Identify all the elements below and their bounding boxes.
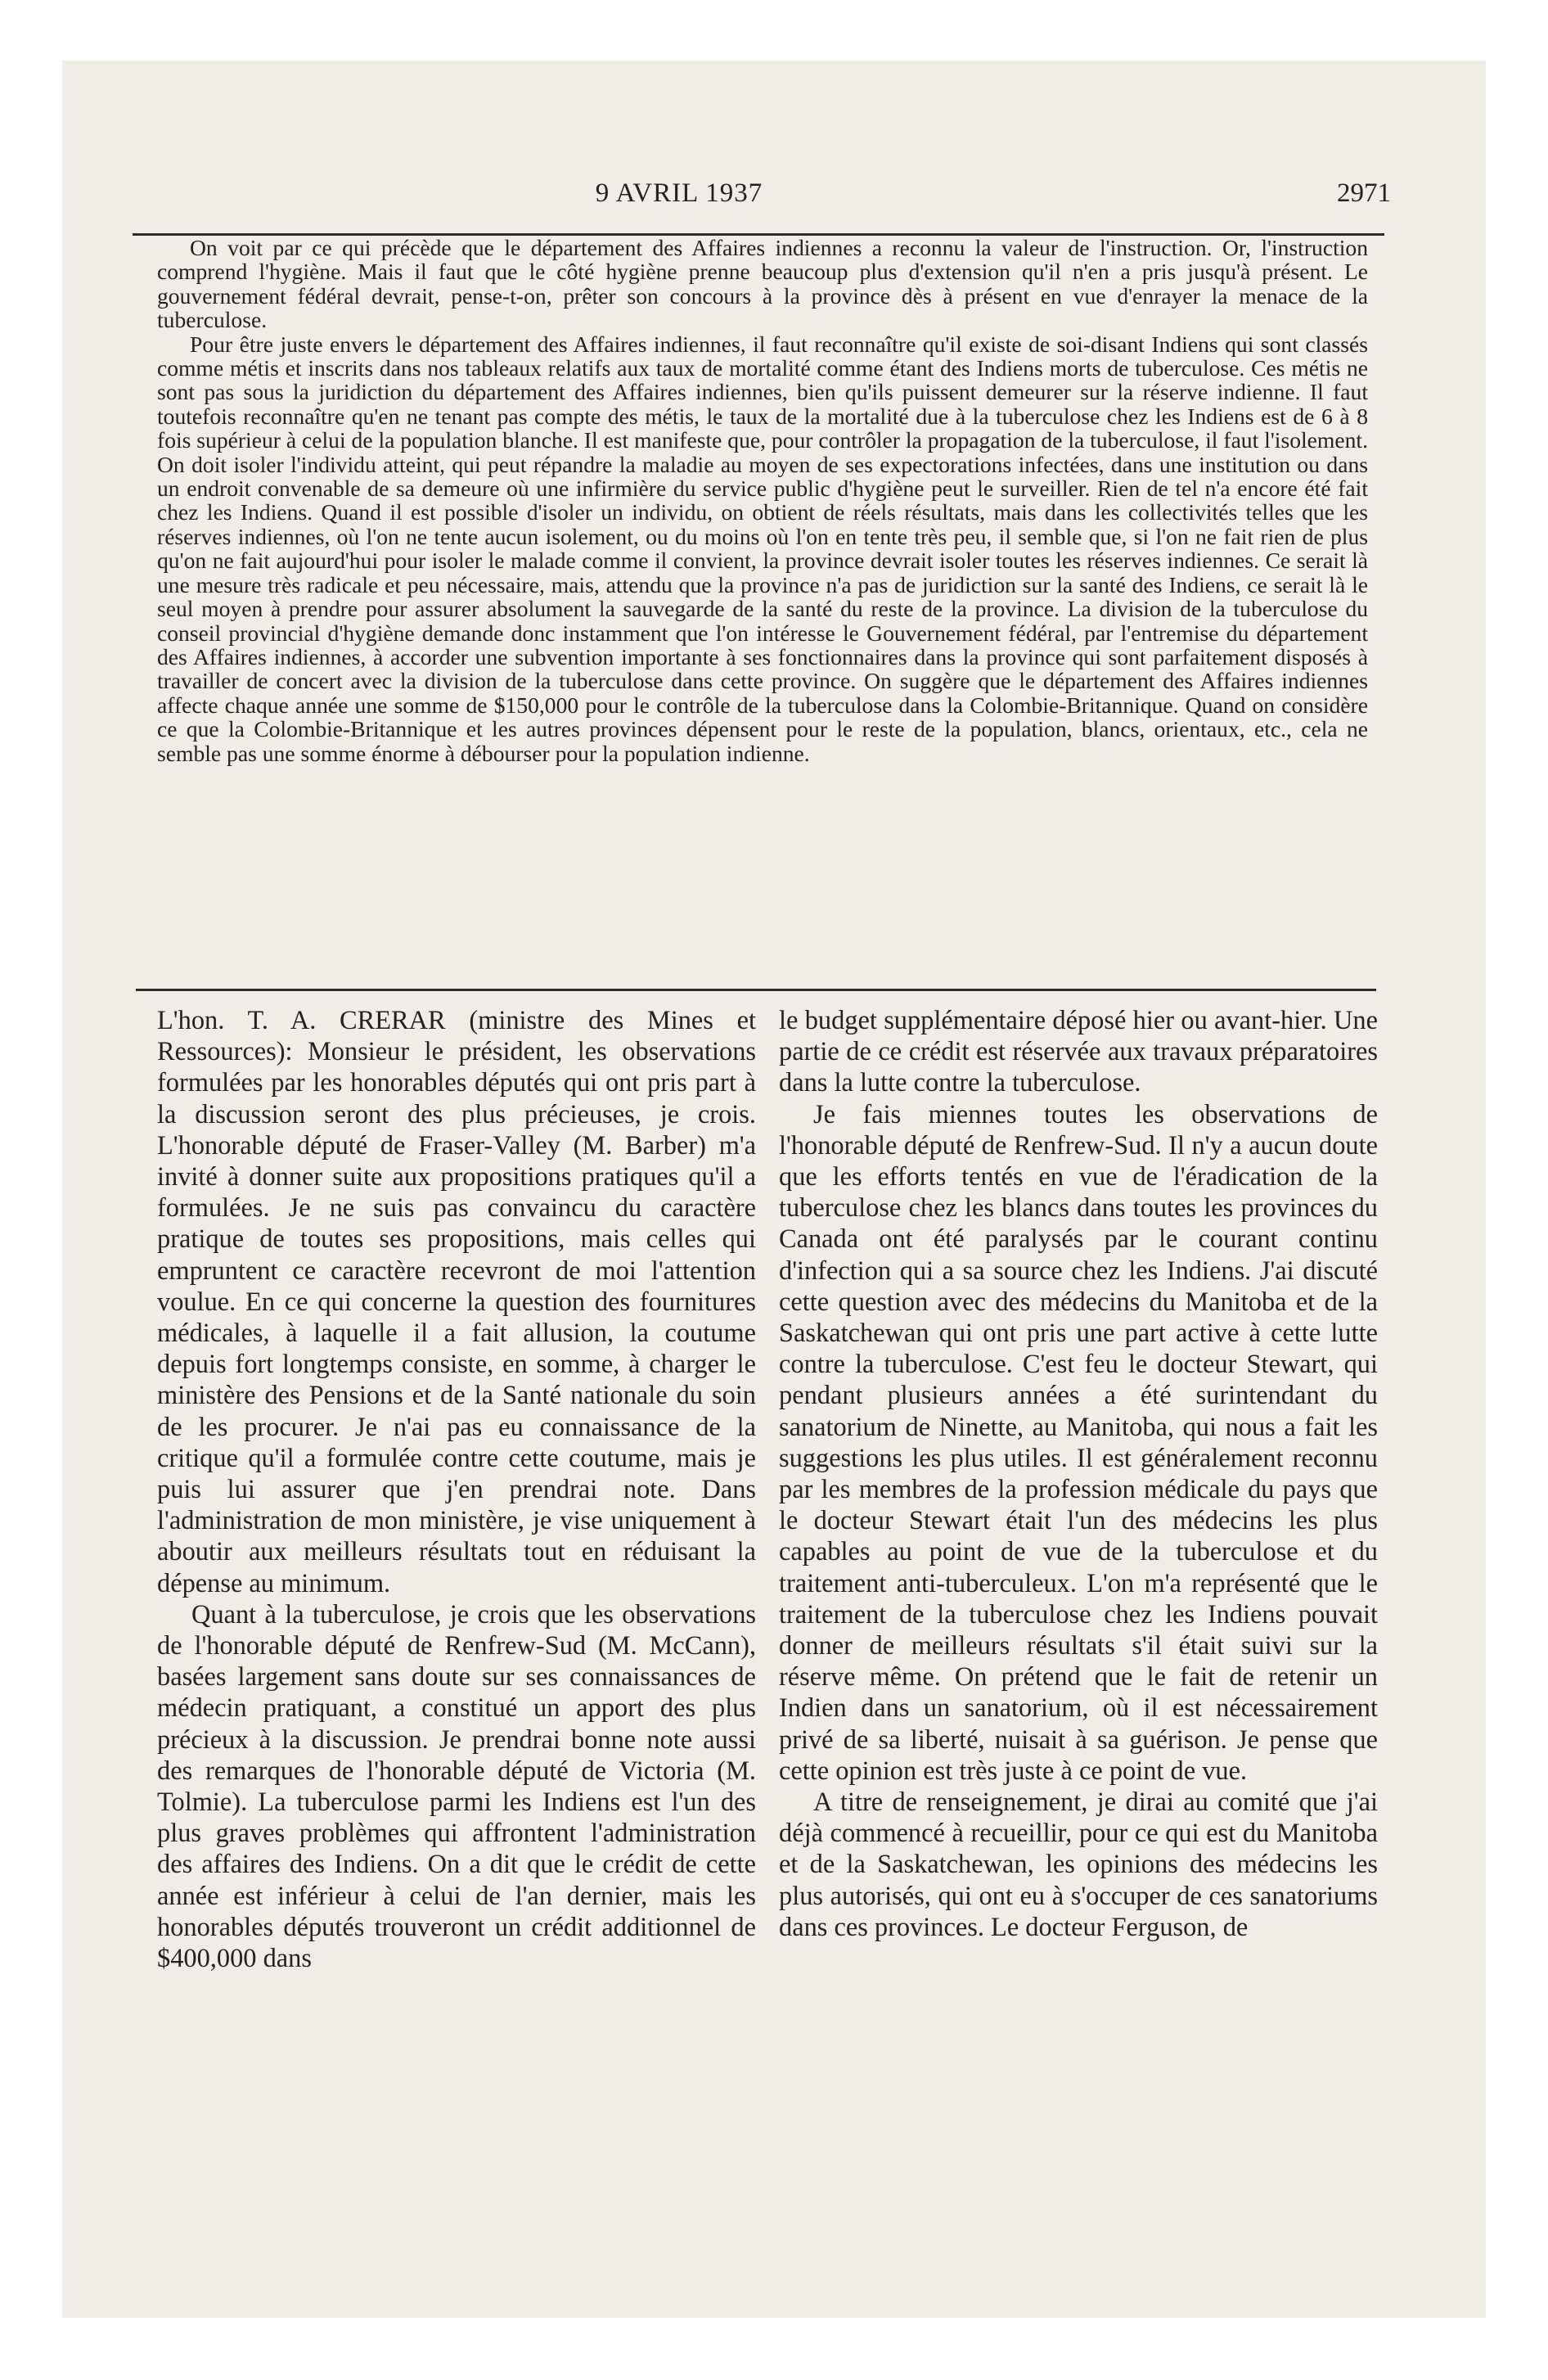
report-paragraph: On voit par ce qui précède que le département des Affaires indiennes a reconnu la valeur de l'instruction. Or, l'instruction comprend l'hygiène. Mais il faut que le côté hygiène prenne beaucoup plus d'extension qu'il n'en a pris jusqu'à présent. Le gouvernement fédéral devrait, pense-t-on, prêter son concours à la province dès à présent en vue d'enrayer la menace de la tuberculose. (157, 235, 1368, 333)
quoted-report-block (157, 236, 1368, 765)
speech-paragraph: Quant à la tuberculose, je crois que les observations de l'honorable député de Renfrew-Sud (M. McCann), basées largement sans doute sur ses connaissances de médecin pratiquant, a constitué un apport des plus précieux à la discussion. Je prendrai bonne note aussi des remarques de l'honorable député de Victoria (M. Tolmie). La tuberculose parmi les Indiens est l'un des plus graves problèmes qui affrontent l'administration des affaires des Indiens. On a dit que le crédit de cette année est inférieur à celui de l'an dernier, mais les honorables députés trouveront un crédit additionnel de $400,000 dans (157, 1599, 756, 1974)
page-number: 2971 (1337, 178, 1391, 208)
right-column (779, 1005, 1378, 1943)
speech-paragraph: L'hon. T. A. CRERAR (ministre des Mines et Ressources): Monsieur le président, les observations formulées par les honorables députés qui ont pris part à la discussion seront des plus précieuses, je crois. L'honorable député de Fraser-Valley (M. Barber) m'a invité à donner suite aux propositions pratiques qu'il a formulées. Je ne suis pas convaincu du caractère pratique de toutes ses propositions, mais celles qui empruntent ce caractère recevront de moi l'attention voulue. En ce qui concerne la question des fournitures médicales, à laquelle il a fait allusion, la coutume depuis fort longtemps consiste, en somme, à charger le ministère des Pensions et de la Santé nationale du soin de les procurer. Je n'ai pas eu connaissance de la critique qu'il a formulée contre cette coutume, mais je puis lui assurer que j'en prendrai note. Dans l'administration de mon ministère, je vise uniquement à aboutir aux meilleurs résultats tout en réduisant la dépense au minimum. (157, 1006, 756, 1598)
report-paragraph: Pour être juste envers le département des Affaires indiennes, il faut reconnaître qu'il existe de soi-disant Indiens qui sont classés comme métis et inscrits dans nos tableaux relatifs aux taux de mortalité comme étant des Indiens morts de tuberculose. Ces métis ne sont pas sous la juridiction du département des Affaires indiennes, bien qu'ils puissent demeurer sur la réserve indienne. Il faut toutefois reconnaître qu'en ne tenant pas compte des métis, le taux de la mortalité due à la tuberculose chez les Indiens est de 6 à 8 fois supérieur à celui de la population blanche. Il est manifeste que, pour contrôler la propagation de la tuberculose, il faut l'isolement. On doit isoler l'individu atteint, qui peut répandre la maladie au moyen de ses expectorations infectées, dans une institution ou dans un endroit convenable de sa demeure où une infirmière du service public d'hygiène peut le surveiller. Rien de tel n'a encore été fait chez les Indiens. Quand il est possible d'isoler un individu, on obtient de réels résultats, mais dans les collectivités telles que les réserves indiennes, où l'on ne tente aucun isolement, ou du moins où l'on en tente très peu, il semble que, si l'on ne fait rien de plus qu'on ne fait aujourd'hui pour isoler le malade comme il convient, la province devrait isoler toutes les réserves indiennes. Ce serait là une mesure très radicale et peu nécessaire, mais, attendu que la province n'a pas de juridiction sur la santé des Indiens, ce serait là le seul moyen à prendre pour assurer absolument la sauvegarde de la santé du reste de la province. La division de la tuberculose du conseil provincial d'hygiène demande donc instamment que l'on intéresse le Gouvernement fédéral, par l'entremise du département des Affaires indiennes, à accorder une subvention importante à ses fonctionnaires dans la province qui sont parfaitement disposés à travailler de concert avec la division de la tuberculose dans cette province. On suggère que le département des Affaires indiennes affecte chaque année une somme de $150,000 pour le contrôle de la tuberculose dans la Colombie-Britannique. Quand on considère ce que la Colombie-Britannique et les autres provinces dépensent pour le reste de la population, blancs, orientaux, etc., cela ne semble pas une somme énorme à débourser pour la population indienne. (157, 331, 1368, 766)
speech-paragraph: A titre de renseignement, je dirai au comité que j'ai déjà commencé à recueillir, pour ce qui est du Manitoba et de la Saskatchewan, les opinions des médecins les plus autorisés, qui ont eu à s'occuper de ces sanatoriums dans ces provinces. Le docteur Ferguson, de (779, 1787, 1378, 1942)
header-date: 9 AVRIL 1937 (595, 178, 763, 208)
running-head (0, 121, 1548, 208)
speech-paragraph: Je fais miennes toutes les observations de l'honorable député de Renfrew-Sud. Il n'y a aucun doute que les efforts tentés en vue de l'éradication de la tuberculose chez les blancs dans toutes les provinces du Canada ont été paralysés par le courant continu d'infection qui a sa source chez les Indiens. J'ai discuté cette question avec des médecins du Manitoba et de la Saskatchewan qui ont pris une part active à cette lutte contre la tuberculose. C'est feu le docteur Stewart, qui pendant plusieurs années a été surintendant du sanatorium de Ninette, au Manitoba, qui nous a fait les suggestions les plus utiles. Il est généralement reconnu par les membres de la profession médicale du pays que le docteur Stewart était l'un des médecins les plus capables au point de vue de la tuberculose et du traitement anti-tuberculeux. L'on m'a représenté que le traitement de la tuberculose chez les Indiens pouvait donner de meilleurs résultats s'il était suivi sur la réserve même. On prétend que le fait de retenir un Indien dans un sanatorium, où il est nécessairement privé de sa liberté, nuisait à sa guérison. Je pense que cette opinion est très juste à ce point de vue. (779, 1099, 1378, 1786)
speech-paragraph: le budget supplémentaire déposé hier ou avant-hier. Une partie de ce crédit est réservée aux travaux préparatoires dans la lutte contre la tuberculose. (779, 1006, 1378, 1098)
section-divider (136, 989, 1376, 991)
left-column (157, 1005, 756, 1974)
